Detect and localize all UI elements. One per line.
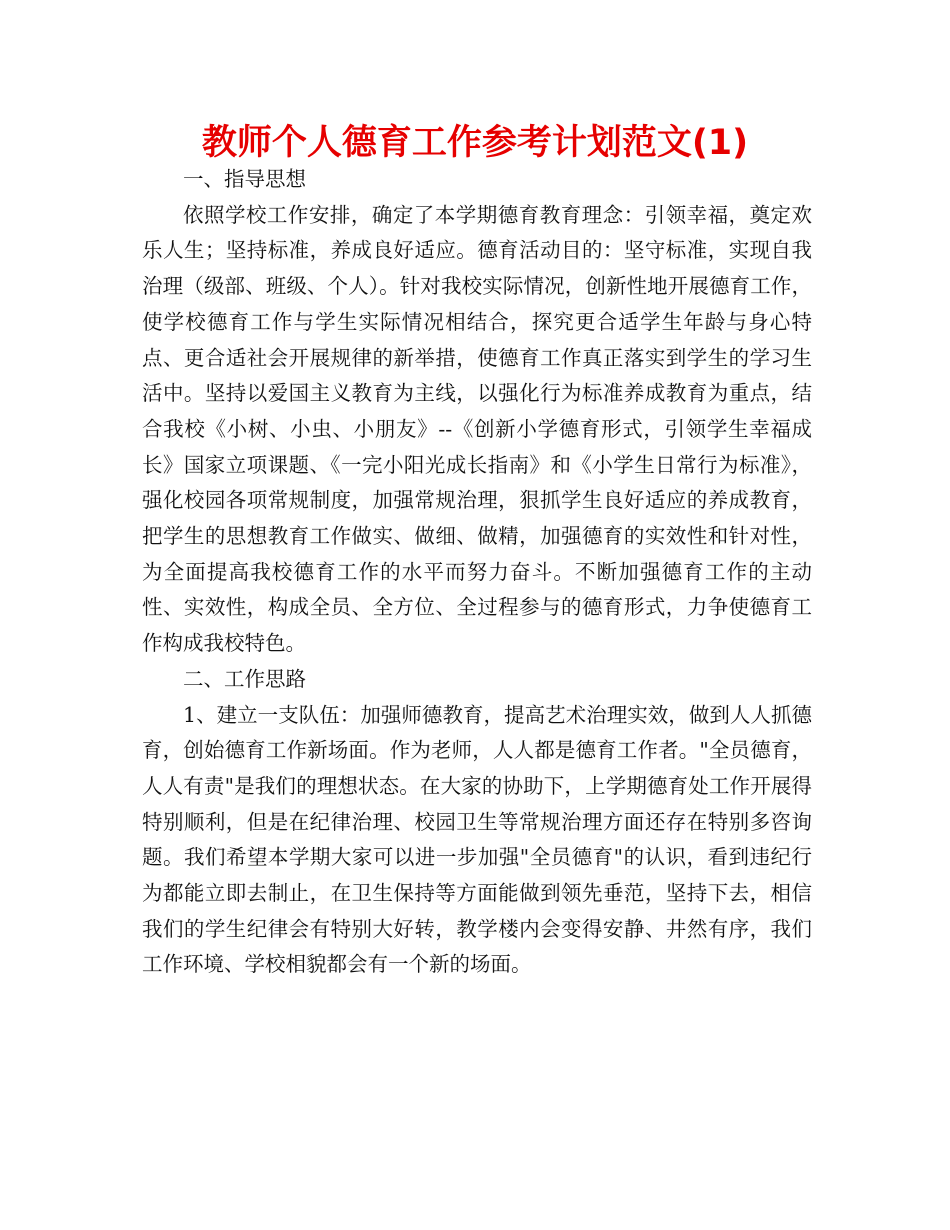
document-body <box>142 162 812 983</box>
document-title: 教师个人德育工作参考计划范文(1) <box>201 123 749 163</box>
section-heading-work-approach: 二、工作思路 <box>183 666 306 691</box>
body-paragraph: 依照学校工作安排，确定了本学期德育教育理念：引领幸福，奠定欢乐人生；坚持标准，养成良好适应。德育活动目的：坚守标准，实现自我治理（级部、班级、个人）。针对我校实际情况，创新性地开展德育工作，使学校德育工作与学生实际情况相结合，探究更合适学生年龄与身心特点、更合适社会开展规律的新举措，使德育工作真正落实到学生的学习生活中。坚持以爱国主义教育为主线，以强化行为标准养成教育为重点，结合我校《小树、小虫、小朋友》--《创新小学德育形式，引领学生幸福成长》国家立项课题、《一完小阳光成长指南》和《小学生日常行为标准》，强化校园各项常规制度，加强常规治理，狠抓学生良好适应的养成教育，把学生的思想教育工作做实、做细、做精，加强德育的实效性和针对性，为全面提高我校德育工作的水平而努力奋斗。不断加强德育工作的主动性、实效性，构成全员、全方位、全过程参与的德育形式，力争使德育工作构成我校特色。 <box>142 202 812 656</box>
body-paragraph: 1、建立一支队伍：加强师德教育，提高艺术治理实效，做到人人抓德育，创始德育工作新场面。作为老师，人人都是德育工作者。"全员德育，人人有责"是我们的理想状态。在大家的协助下，上学期德育处工作开展得特别顺利，但是在纪律治理、校园卫生等常规治理方面还存在特别多咨询题。我们希望本学期大家可以进一步加强"全员德育"的认识，看到违纪行为都能立即去制止，在卫生保持等方面能做到领先垂范，坚持下去，相信我们的学生纪律会有特别大好转，教学楼内会变得安静、井然有序，我们工作环境、学校相貌都会有一个新的场面。 <box>142 702 812 977</box>
section-heading-guiding-thought: 一、指导思想 <box>183 167 306 191</box>
